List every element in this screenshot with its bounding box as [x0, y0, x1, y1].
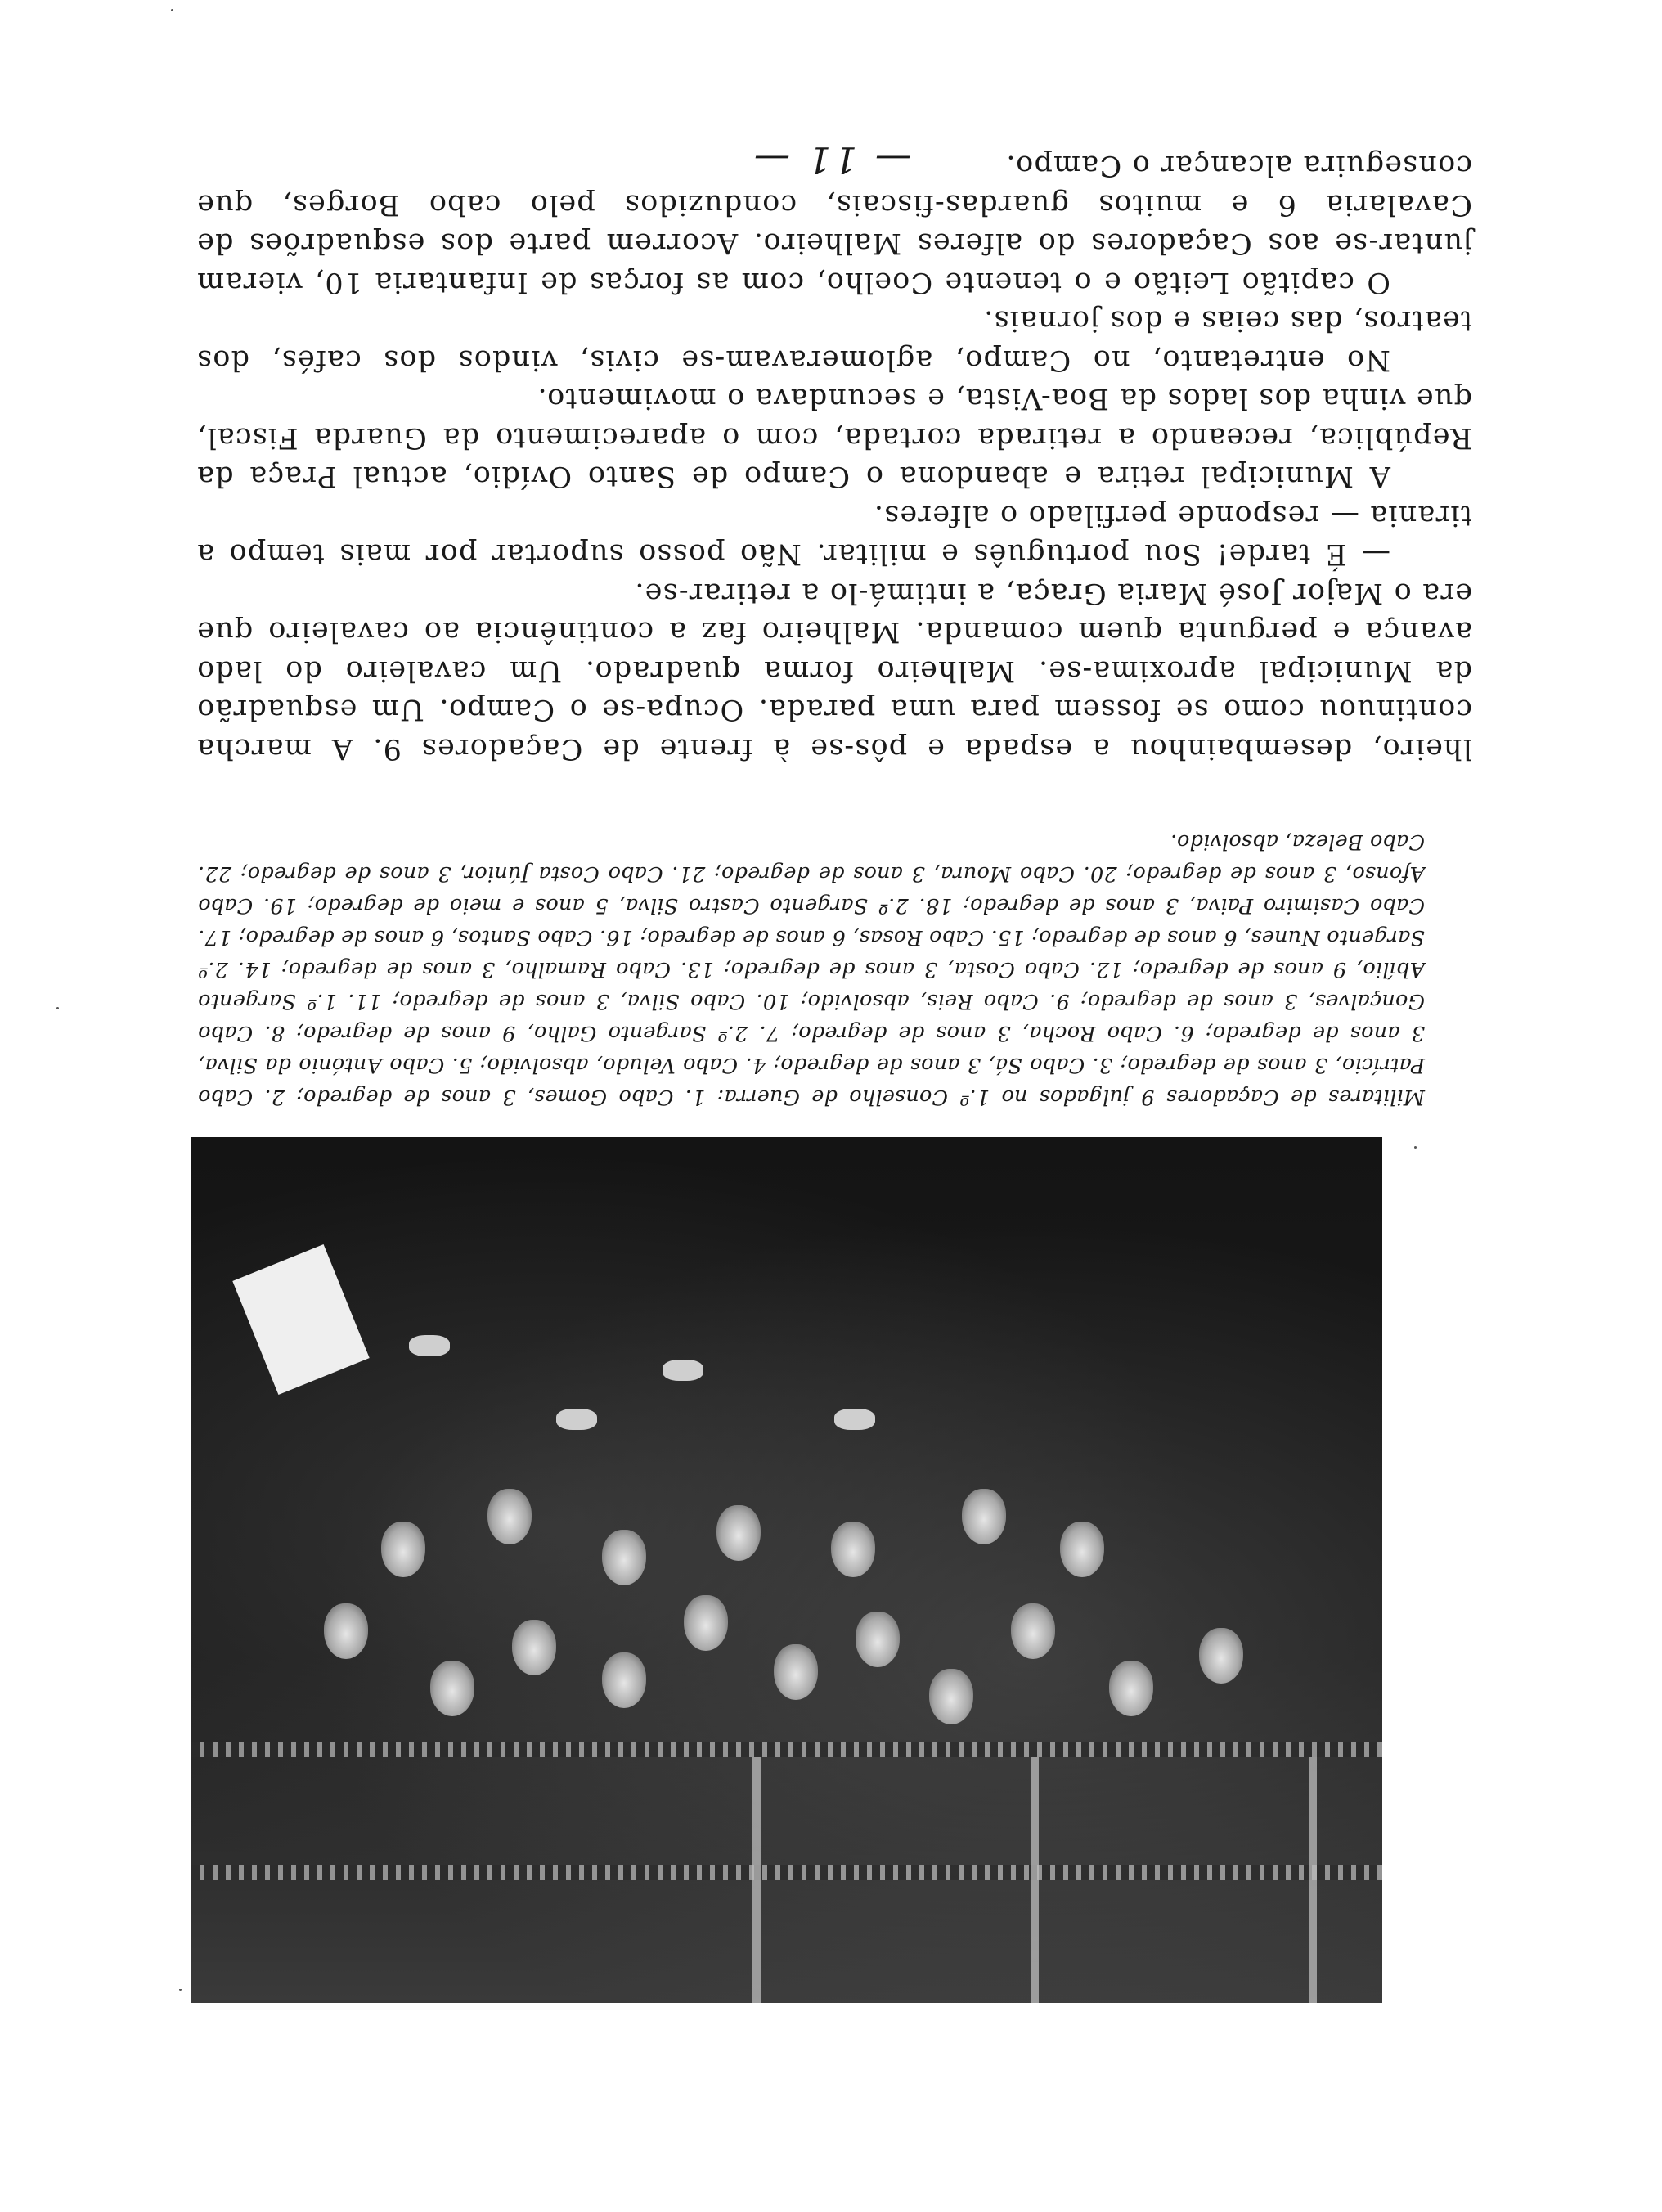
scan-speck	[171, 9, 173, 11]
soldier-hand	[409, 1335, 450, 1356]
soldier-head	[716, 1505, 761, 1561]
soldier-head	[774, 1644, 818, 1700]
page-number: — 11 —	[751, 138, 911, 180]
soldier-head	[962, 1489, 1006, 1544]
soldier-head	[1060, 1522, 1104, 1577]
railing-post	[1031, 1757, 1039, 2003]
soldier-head	[487, 1489, 532, 1544]
paragraph: lheiro, desembainhou a espada e pôs-se à frente de Caçadores 9. A marcha continuou como se fossem para uma parada. Ocupa-se o Campo. Um esquadrão da Municipal aproxima-se. Malheiro forma quadrado. Um cavaleiro do lado avança e pergunta quem comanda. Malheiro faz a continência ao cavaleiro que era o Major José Maria Graça, a intimá-lo a retirar-se.	[196, 577, 1472, 765]
soldier-head	[684, 1595, 728, 1651]
soldier-head	[1199, 1628, 1243, 1684]
scan-speck	[56, 1007, 59, 1009]
soldier-hand	[663, 1360, 703, 1381]
scan-speck	[1414, 1146, 1417, 1149]
soldier-head	[1109, 1661, 1153, 1716]
soldier-head	[1011, 1603, 1055, 1659]
white-flag	[232, 1244, 369, 1395]
soldier-head	[381, 1522, 425, 1577]
soldier-head	[324, 1603, 368, 1659]
soldier-hand	[834, 1409, 875, 1430]
scan-speck	[179, 1989, 182, 1991]
balcony-rail	[191, 1742, 1382, 1757]
railing-post	[1309, 1757, 1317, 2003]
paragraph: O capitão Leitão e o tenente Coelho, com as forças de Infantaria 10, vieram juntar-se aos Caçadores do alferes Malheiro. Acorrem parte dos esquadrões de Cavalaria 6 e muitos guardas-fiscais, conduzidos pelo cabo Borges, que conseguira alcançar o Campo.	[196, 149, 1472, 299]
soldier-head	[430, 1661, 474, 1716]
paragraph: No entretanto, no Campo, aglomeravam-se civis, vindos dos cafés, dos teatros, das ceias e dos jornais.	[196, 304, 1472, 376]
soldier-head	[512, 1620, 556, 1675]
soldier-head	[929, 1669, 973, 1724]
paragraph: A Municipal retira e abandona o Campo de Santo Ovídio, actual Praça da República, receando a retirada cortada, com o aparecimento da Guarda Fiscal, que vinha dos lados da Boa-Vista, e secundava o movimento.	[196, 382, 1472, 493]
railing-post	[752, 1757, 761, 2003]
body-text	[196, 146, 1472, 767]
paragraph: — É tarde! Sou português e militar. Não posso suportar por mais tempo a tirania — responde perfilado o alferes.	[196, 499, 1472, 571]
balcony-rail	[191, 1865, 1382, 1880]
soldier-head	[856, 1612, 900, 1667]
group-photograph	[191, 1137, 1382, 2003]
soldier-hand	[556, 1409, 597, 1430]
soldier-head	[831, 1522, 875, 1577]
soldier-head	[602, 1652, 646, 1708]
photo-caption: Militares de Caçadores 9 julgados no 1.º Conselho de Guerra: 1. Cabo Gomes, 3 anos de degredo; 2. Cabo Patrício, 3 anos de degredo; 3. Cabo Sá, 3 anos de degredo; 4. Cabo Veludo, absolvido; 5. Cabo António da Silva, 3 anos de degredo; 6. Cabo Rocha, 3 anos de degredo; 7. 2.º Sargento Galho, 9 anos de degredo; 8. Cabo Gonçalves, 3 anos de degredo; 9. Cabo Reis, absolvido; 10. Cabo Silva, 3 anos de degredo; 11. 1.º Sargento Abílio, 9 anos de degredo; 12. Cabo Costa, 3 anos de degredo; 13. Cabo Ramalho, 3 anos de degredo; 14. 2.º Sargento Nunes, 6 anos de degredo; 15. Cabo Rosas, 6 anos de degredo; 16. Cabo Santos, 6 anos de degredo; 17. Cabo Casimiro Paiva, 3 anos de degredo; 18. 2.º Sargento Castro Silva, 5 anos e meio de degredo; 19. Cabo Afonso, 3 anos de degredo; 20. Cabo Moura, 3 anos de degredo; 21. Cabo Costa Júnior, 3 anos de degredo; 22. Cabo Beleza, absolvido.	[198, 830, 1425, 1109]
soldier-head	[602, 1530, 646, 1585]
